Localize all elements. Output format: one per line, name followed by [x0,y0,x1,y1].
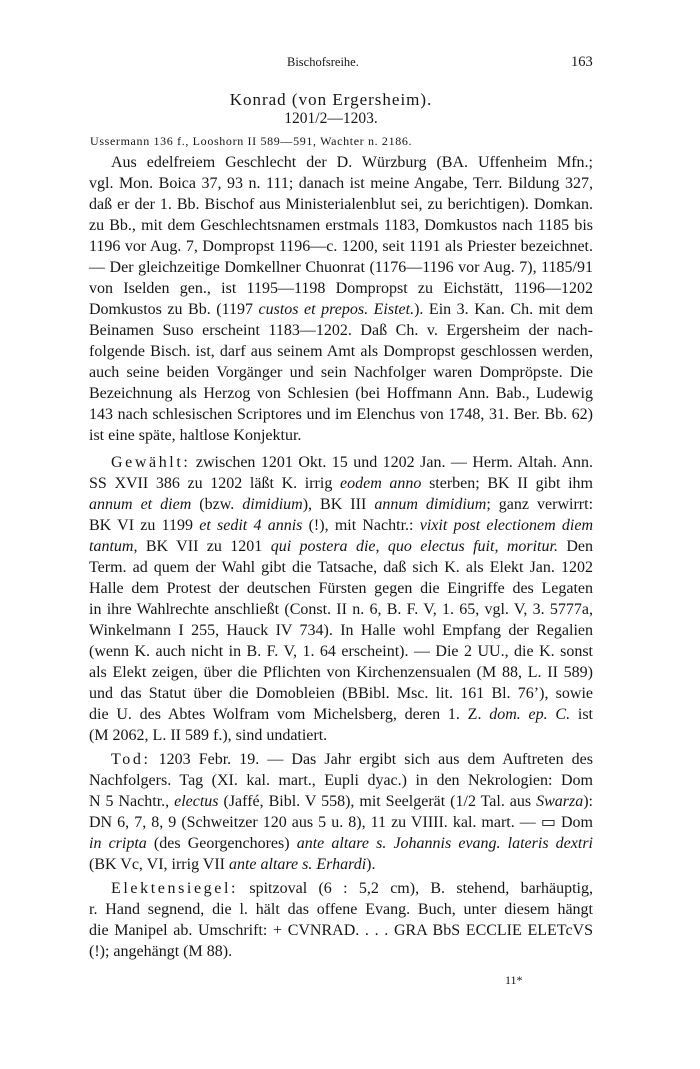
text-run: sterben; BK II gibt ihm [421,475,594,492]
page-number: 163 [571,54,593,70]
text-line: die Manipel ab. Umschrift: + CVNRAD. . . . GRA BbS ECCLIE ELETcVS [89,922,593,939]
text-line [89,878,593,899]
spaced-rubric: Tod: [111,751,151,768]
text-run: spitzoval (6 : 5,2 cm), B. stehend, barhäuptig, [238,880,593,897]
paragraph [89,749,593,875]
text-line: ist eine späte, haltlose Konjektur. [89,427,302,444]
text-run: 1203 Febr. 19. — Das Jahr ergibt sich aus dem Auftreten des [150,751,593,768]
paragraph [89,878,593,962]
text-line: 1196 vor Aug. 7, Dompropst 1196—c. 1200, seit 1191 als Priester bezeichnet. [89,238,593,255]
text-run: SS XVII 386 zu 1202 läßt K. irrig [89,475,340,492]
text-run: (bzw. [191,496,243,513]
text-line [89,452,593,473]
text-line: und das Statut über die Domobleien (BBibl. Msc. lit. 161 Bl. 76’), sowie [89,685,593,702]
text-run: ; ganz verwirrt: [486,496,594,513]
text-run: ): [583,793,593,810]
text-line: vgl. Mon. Boica 37, 93 n. 111; danach ist meine Angabe, Terr. Bildung 327, [89,175,593,192]
text-line [89,704,593,725]
text-line: r. Hand segnend, die l. hält das offene Evang. Buch, unter diesem hängt [89,901,593,918]
text-line: daß er der 1. Bb. Bischof aus Ministerialenblut sei, zu berichtigen). Domkan. [89,196,593,213]
text-run: (Jaffé, Bibl. V 558), mit Seelgerät (1/2 Tal. aus [218,793,537,810]
italic-text: vixit post electionem diem [419,517,594,534]
text-line: (!); angehängt (M 88). [89,943,233,960]
text-line: als Elekt zeigen, über die Pflichten von Kirchenzensualen (M 88, L. II 589) [89,664,593,681]
text-run: zwischen 1201 Okt. 15 und 1202 Jan. — Herm. Altah. Ann. [190,454,593,471]
text-line: Halle dem Protest der deutschen Fürsten gegen die Eingriffe des Legaten [89,580,593,597]
text-line: in ihre Wahlrechte anschließt (Const. II n. 6, B. F. V, 1. 65, vgl. V, 3. 5777a, [89,601,593,618]
text-run: ). Ein 3. Kan. Ch. mit dem [414,301,594,318]
signature-mark: 11* [505,973,523,987]
text-line: Aus edelfreiem Geschlecht der D. Würzburg (BA. Uffenheim Mfn.; [111,154,593,171]
text-line: (wenn K. auch nicht in B. F. V, 1. 64 erscheint). — Die 2 UU., die K. sonst [89,643,593,660]
text-line: DN 6, 7, 8, 9 (Schweitzer 120 aus 5 u. 8), 11 zu VIIII. kal. mart. — ▭ Dom [89,814,593,831]
text-run: N 5 Nachtr., [89,793,175,810]
italic-text: ante altare s. Johannis evang. lateris dextri [296,835,594,852]
italic-text: eodem anno [340,475,422,492]
text-line [89,473,593,494]
italic-text: ante altare s. Erhardi [228,856,367,873]
text-line [89,791,593,812]
body-text [89,152,593,962]
italic-text: dom. ep. C. [489,706,571,723]
text-line: Winkelmann I 255, Hauck IV 734). In Halle wohl Empfang der Regalien [89,622,593,639]
text-run: Den [557,538,594,555]
text-line [89,494,593,515]
spaced-rubric: Elektensiegel: [111,880,239,897]
italic-text: et sedit 4 annis [199,517,303,534]
literature-references: Ussermann 136 f., Looshorn II 589—591, Wachter n. 2186. [90,134,413,148]
italic-text: dimidium [242,496,303,513]
text-line: folgende Bisch. ist, darf aus seinem Amt als Dompropst geschlossen werden, [89,343,593,360]
text-run: (!), mit Nachtr.: [302,517,420,534]
text-run: (des Georgenchores) [146,835,297,852]
text-run: die U. des Abtes Wolfram vom Michelsberg, deren 1. Z. [89,706,490,723]
running-head-title: Bischofsreihe. [287,55,359,69]
text-line: 143 nach schlesischen Scriptores und im Elenchus von 1748, 31. Ber. Bb. 62) [89,406,593,423]
text-line [89,299,593,320]
text-line [89,536,593,557]
text-run: (BK Vc, VI, irrig VII [89,856,229,873]
italic-text: qui postera die, quo electus fuit, moritur. [270,538,558,555]
italic-text: electus [174,793,219,810]
text-line: auch seine beiden Vorgänger und sein Nachfolger waren Dompröpste. Die [89,364,593,381]
text-line: Bezeichnung als Herzog von Schlesien (bei Hoffmann Ann. Bab., Ludewig [89,385,593,402]
text-line [89,854,593,875]
text-run: ). [366,856,376,873]
italic-text: tantum [89,538,134,555]
italic-text: annum et diem [89,496,192,513]
text-line: Term. ad quem der Wahl gibt die Tatsache, daß sich K. als Elekt Jan. 1202 [89,559,593,576]
text-run: Domkustos zu Bb. (1197 [89,301,259,318]
text-line: Beinamen Suso erscheint 1183—1202. Daß Ch. v. Ergersheim der nach- [89,322,593,339]
text-line: — Der gleichzeitige Domkellner Chuonrat (1176—1196 vor Aug. 7), 1185/91 [89,259,593,276]
text-run: , BK VII zu 1201 [133,538,271,555]
paragraph [89,152,593,446]
text-run: BK VI zu 1199 [89,517,200,534]
text-run: ist [570,706,593,723]
paragraph [89,452,593,746]
italic-text: in cripta [89,835,147,852]
entry-name: Konrad (von Ergersheim). [229,90,433,109]
italic-text: annum dimidium [374,496,487,513]
entry-dates: 1201/2—1203. [284,110,378,127]
italic-text: custos et prepos. Eistet. [258,301,415,318]
text-line: zu Bb., mit dem Geschlechtsnamen erstmals 1183, Domkustos nach 1185 bis [89,217,593,234]
text-run: ), BK III [302,496,375,513]
italic-text: Swarza [536,793,584,810]
text-line: Nachfolgers. Tag (XI. kal. mart., Eupli dyac.) in den Nekrologien: Dom [89,772,593,789]
text-line [89,515,593,536]
text-line [89,749,593,770]
text-line [89,833,593,854]
text-line: (M 2062, L. II 589 f.), sind undatiert. [89,727,328,744]
text-line: von Iselden gen., ist 1195—1198 Dompropst zu Eichstätt, 1196—1202 [89,280,593,297]
spaced-rubric: Gewählt: [111,454,191,471]
